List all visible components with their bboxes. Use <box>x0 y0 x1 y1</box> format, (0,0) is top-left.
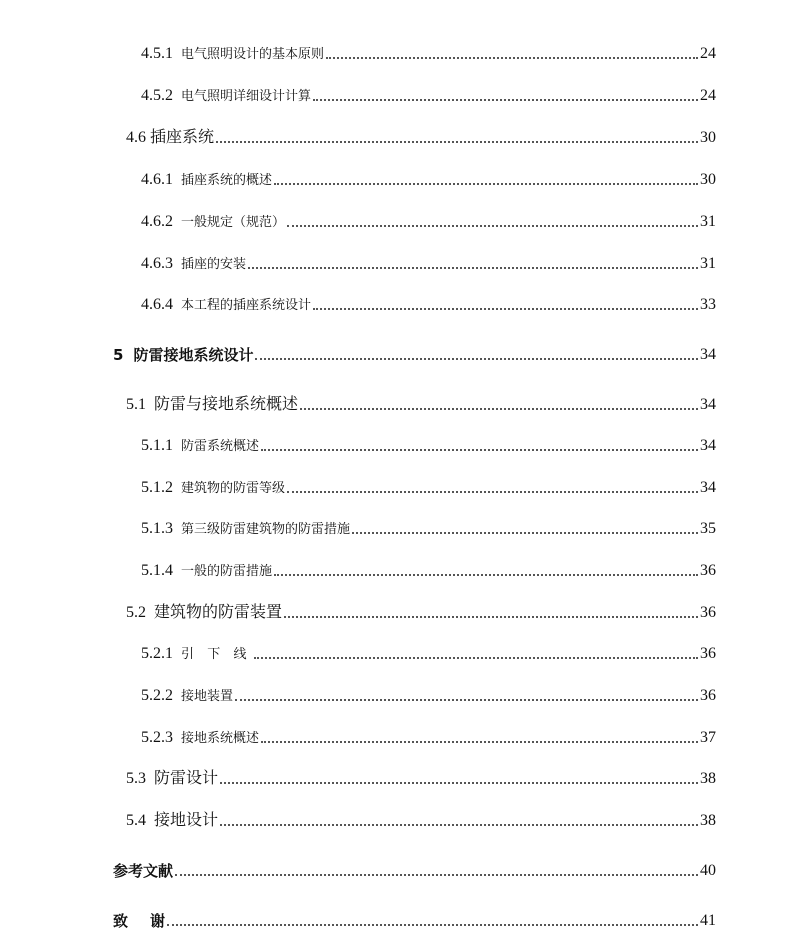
page-number: 36 <box>700 604 716 621</box>
dot-leader <box>352 532 698 534</box>
page-number: 31 <box>700 213 716 230</box>
dot-leader <box>261 449 698 451</box>
dot-leader <box>261 741 698 743</box>
dot-leader <box>274 574 698 576</box>
page-number: 31 <box>700 255 716 272</box>
entry-title: 接地设计 <box>154 812 219 829</box>
toc-entry-5-1[interactable] <box>126 391 716 415</box>
entry-title: 引 下 线 <box>181 646 252 661</box>
entry-title: 电气照明设计的基本原则 <box>181 46 325 61</box>
dot-leader <box>220 782 698 784</box>
entry-number: 5.3 <box>126 770 146 787</box>
page-number: 35 <box>700 520 716 537</box>
toc-entry-4-6-1[interactable] <box>141 166 716 190</box>
page-number: 34 <box>700 346 716 363</box>
entry-title: 插座系统 <box>150 129 215 146</box>
toc-entry-4-6-2[interactable] <box>141 208 716 232</box>
page-number: 30 <box>700 129 716 146</box>
toc-entry-acknowledgements[interactable] <box>113 907 716 931</box>
page-number: 37 <box>700 729 716 746</box>
dot-leader <box>220 824 698 826</box>
entry-title: 致谢 <box>113 912 188 930</box>
entry-number: 5.1.3 <box>141 520 173 537</box>
page-number: 40 <box>700 862 716 879</box>
dot-leader <box>255 358 698 360</box>
toc-entry-5-1-2[interactable] <box>141 474 716 498</box>
entry-title: 本工程的插座系统设计 <box>181 297 312 312</box>
entry-title: 建筑物的防雷等级 <box>181 480 286 495</box>
toc-entry-5-2-3[interactable] <box>141 724 716 748</box>
entry-title: 接地系统概述 <box>181 730 260 745</box>
toc-entry-5-1-3[interactable] <box>141 515 716 539</box>
entry-title: 电气照明详细设计计算 <box>181 88 312 103</box>
entry-number: 5.1.2 <box>141 479 173 496</box>
toc-entry-5[interactable] <box>113 341 716 365</box>
page-number: 41 <box>700 912 716 929</box>
toc-entry-5-2-1[interactable] <box>141 640 716 664</box>
entry-title: 第三级防雷建筑物的防雷措施 <box>181 521 351 536</box>
dot-leader <box>235 699 698 701</box>
page-number: 34 <box>700 437 716 454</box>
toc-entry-4-6-4[interactable] <box>141 291 716 315</box>
page-number: 30 <box>700 171 716 188</box>
toc-entry-4-5-1[interactable] <box>141 40 716 64</box>
page-number: 34 <box>700 396 716 413</box>
entry-title: 插座的安装 <box>181 256 247 271</box>
toc-entry-5-2[interactable] <box>126 599 716 623</box>
page-number: 24 <box>700 87 716 104</box>
dot-leader <box>274 183 698 185</box>
entry-number: 4.5.2 <box>141 87 173 104</box>
entry-title: 一般规定（规范） <box>181 214 286 229</box>
entry-number: 5.4 <box>126 812 146 829</box>
page-number: 38 <box>700 770 716 787</box>
page-number: 38 <box>700 812 716 829</box>
toc-entry-5-1-1[interactable] <box>141 432 716 456</box>
toc-entry-5-1-4[interactable] <box>141 557 716 581</box>
page-number: 34 <box>700 479 716 496</box>
dot-leader <box>300 408 698 410</box>
entry-title: 插座系统的概述 <box>181 172 273 187</box>
entry-number: 5.2.2 <box>141 687 173 704</box>
dot-leader <box>287 225 698 227</box>
dot-leader <box>313 308 698 310</box>
toc-entry-4-5-2[interactable] <box>141 82 716 106</box>
page-number: 36 <box>700 562 716 579</box>
entry-title: 建筑物的防雷装置 <box>154 604 283 621</box>
dot-leader <box>287 491 698 493</box>
page-number: 33 <box>700 296 716 313</box>
dot-leader <box>326 57 698 59</box>
toc-entry-4-6[interactable] <box>126 124 716 148</box>
dot-leader <box>216 141 698 143</box>
dot-leader <box>167 924 698 926</box>
toc-entry-5-3[interactable] <box>126 765 716 789</box>
entry-number: 5.2.1 <box>141 645 173 662</box>
dot-leader <box>254 657 698 659</box>
entry-number: 5 <box>113 346 124 364</box>
entry-number: 4.6.1 <box>141 171 173 188</box>
entry-number: 4.5.1 <box>141 45 173 62</box>
entry-number: 5.2 <box>126 604 146 621</box>
entry-number: 5.1 <box>126 396 146 413</box>
dot-leader <box>175 874 698 876</box>
entry-title: 防雷与接地系统概述 <box>154 396 299 413</box>
toc-entry-5-2-2[interactable] <box>141 682 716 706</box>
toc-entry-5-4[interactable] <box>126 807 716 831</box>
entry-number: 5.1.1 <box>141 437 173 454</box>
entry-title: 防雷接地系统设计 <box>133 346 254 364</box>
dot-leader <box>284 616 698 618</box>
entry-number: 4.6.4 <box>141 296 173 313</box>
page-number: 36 <box>700 645 716 662</box>
entry-number: 5.1.4 <box>141 562 173 579</box>
entry-number: 4.6 <box>126 129 146 146</box>
dot-leader <box>248 267 698 269</box>
entry-number: 4.6.2 <box>141 213 173 230</box>
entry-title: 防雷设计 <box>154 770 219 787</box>
entry-title: 防雷系统概述 <box>181 438 260 453</box>
entry-title: 参考文献 <box>113 862 174 880</box>
toc-entry-4-6-3[interactable] <box>141 250 716 274</box>
page-number: 24 <box>700 45 716 62</box>
entry-number: 5.2.3 <box>141 729 173 746</box>
entry-title: 一般的防雷措施 <box>181 563 273 578</box>
page-number: 36 <box>700 687 716 704</box>
toc-entry-references[interactable] <box>113 857 716 881</box>
dot-leader <box>313 99 698 101</box>
entry-title: 接地装置 <box>181 688 234 703</box>
entry-number: 4.6.3 <box>141 255 173 272</box>
